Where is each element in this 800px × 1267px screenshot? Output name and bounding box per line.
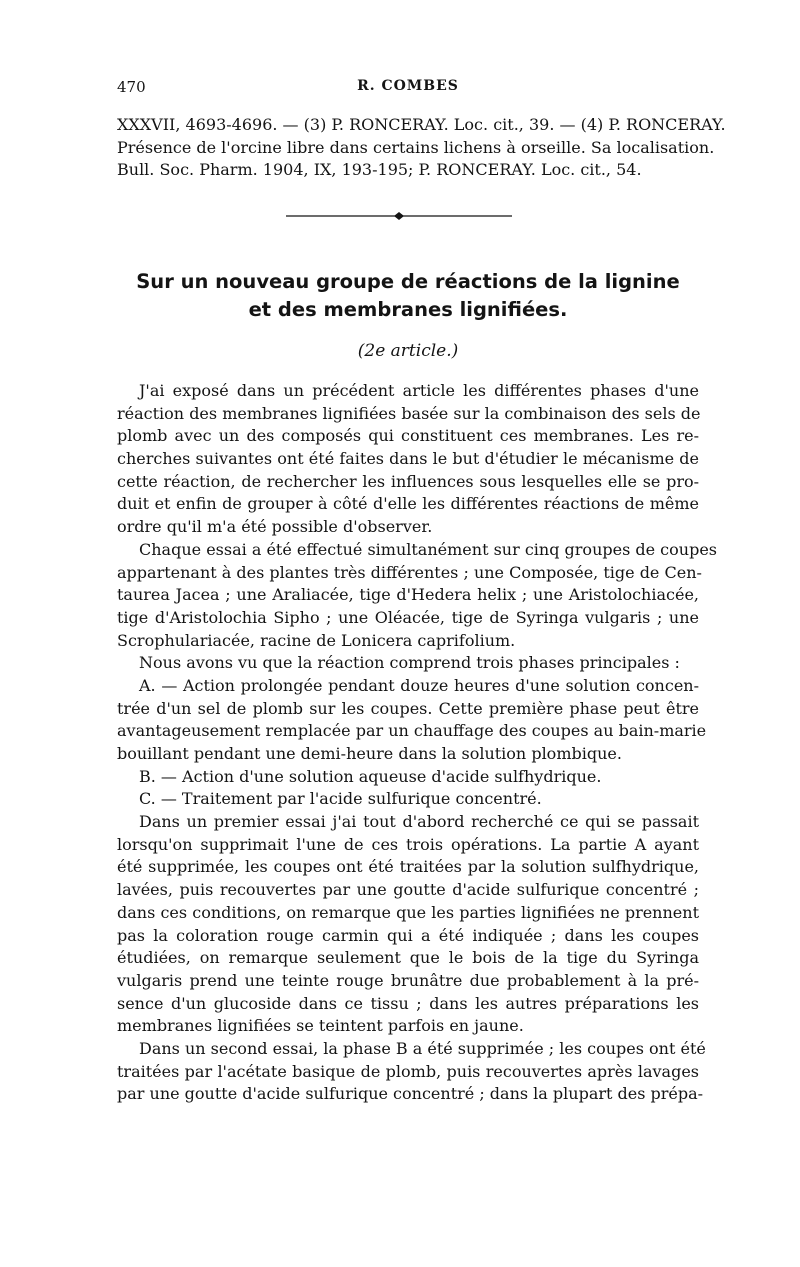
body-line: ordre qu'il m'a été possible d'observer. [117,517,433,537]
body-line: A. — Action prolongée pendant douze heures d'une solution concen- [139,675,699,695]
page-number: 470 [117,78,146,96]
body-line: Scrophulariacée, racine de Lonicera caprifolium. [117,630,516,650]
title-line: et des membranes lignifiées. [248,298,568,321]
reference-line: Bull. Soc. Pharm. 1904, IX, 193-195; P. RONCERAY. Loc. cit., 54. [117,160,642,180]
body-line: réaction des membranes lignifiées basée sur la combinaison des sels de [117,403,701,423]
body-line: Nous avons vu que la réaction comprend trois phases principales : [139,653,680,673]
body-line: lorsqu'on supprimait l'une de ces trois opérations. La partie A ayant [117,834,699,854]
reference-line: Présence de l'orcine libre dans certains lichens à orseille. Sa localisation. [117,137,715,157]
title-line: Sur un nouveau groupe de réactions de la lignine [136,270,680,293]
body-line: J'ai exposé dans un précédent article les différentes phases d'une [139,381,699,400]
body-line: trée d'un sel de plomb sur les coupes. Cette première phase peut être [117,698,699,718]
body-line: Dans un second essai, la phase B a été supprimée ; les coupes ont été [139,1038,706,1058]
body-line: avantageusement remplacée par un chauffage des coupes au bain-marie [117,721,707,741]
body-line: appartenant à des plantes très différentes ; une Composée, tige de Cen- [117,562,702,582]
references [117,114,726,182]
body-line: dans ces conditions, on remarque que les parties lignifiées ne prennent [117,902,699,922]
body-line: été supprimée, les coupes ont été traitées par la solution sulfhydrique, [117,857,699,877]
body-line: étudiées, on remarque seulement que le bois de la tige du Syringa [117,948,699,968]
body-line: bouillant pendant une demi-heure dans la solution plombique. [117,744,622,763]
body-line: pas la coloration rouge carmin qui a été indiquée ; dans les coupes [117,925,699,945]
body-line: sence d'un glucoside dans ce tissu ; dans les autres préparations les [117,993,699,1013]
body-line: B. — Action d'une solution aqueuse d'acide sulfhydrique. [139,766,602,786]
body-line: par une goutte d'acide sulfurique concentré ; dans la plupart des prépa- [117,1084,704,1104]
body-line: duit et enfin de grouper à côté d'elle les différentes réactions de même [117,494,699,514]
body-line: cette réaction, de rechercher les influences sous lesquelles elle se pro- [117,471,699,491]
body-line: traitées par l'acétate basique de plomb, puis recouvertes après lavages [117,1061,699,1081]
body-line: membranes lignifiées se teintent parfois en jaune. [117,1016,524,1036]
body-line: Chaque essai a été effectué simultanément sur cinq groupes de coupes [139,539,717,559]
body-line: vulgaris prend une teinte rouge brunâtre due probablement à la pré- [117,970,699,990]
running-title: R. COMBES [357,78,459,94]
body-line: plomb avec un des composés qui constituent ces membranes. Les re- [117,426,699,446]
body-line: tige d'Aristolochia Sipho ; une Oléacée, tige de Syringa vulgaris ; une [117,607,699,627]
body-line: Dans un premier essai j'ai tout d'abord recherché ce qui se passait [139,812,699,832]
reference-line: XXXVII, 4693-4696. — (3) P. RONCERAY. Loc. cit., 39. — (4) P. RONCERAY. [117,115,726,134]
article-body [117,380,717,1106]
body-line: lavées, puis recouvertes par une goutte d'acide sulfurique concentré ; [117,880,699,900]
section-separator [286,212,512,220]
body-line: cherches suivantes ont été faites dans le but d'étudier le mécanisme de [117,449,699,469]
running-head [117,78,699,100]
body-line: taurea Jacea ; une Araliacée, tige d'Hedera helix ; une Aristolochiacée, [117,585,699,605]
article-subtitle: (2e article.) [357,341,459,361]
body-line: C. — Traitement par l'acide sulfurique concentré. [139,789,542,809]
article-title [117,268,699,324]
